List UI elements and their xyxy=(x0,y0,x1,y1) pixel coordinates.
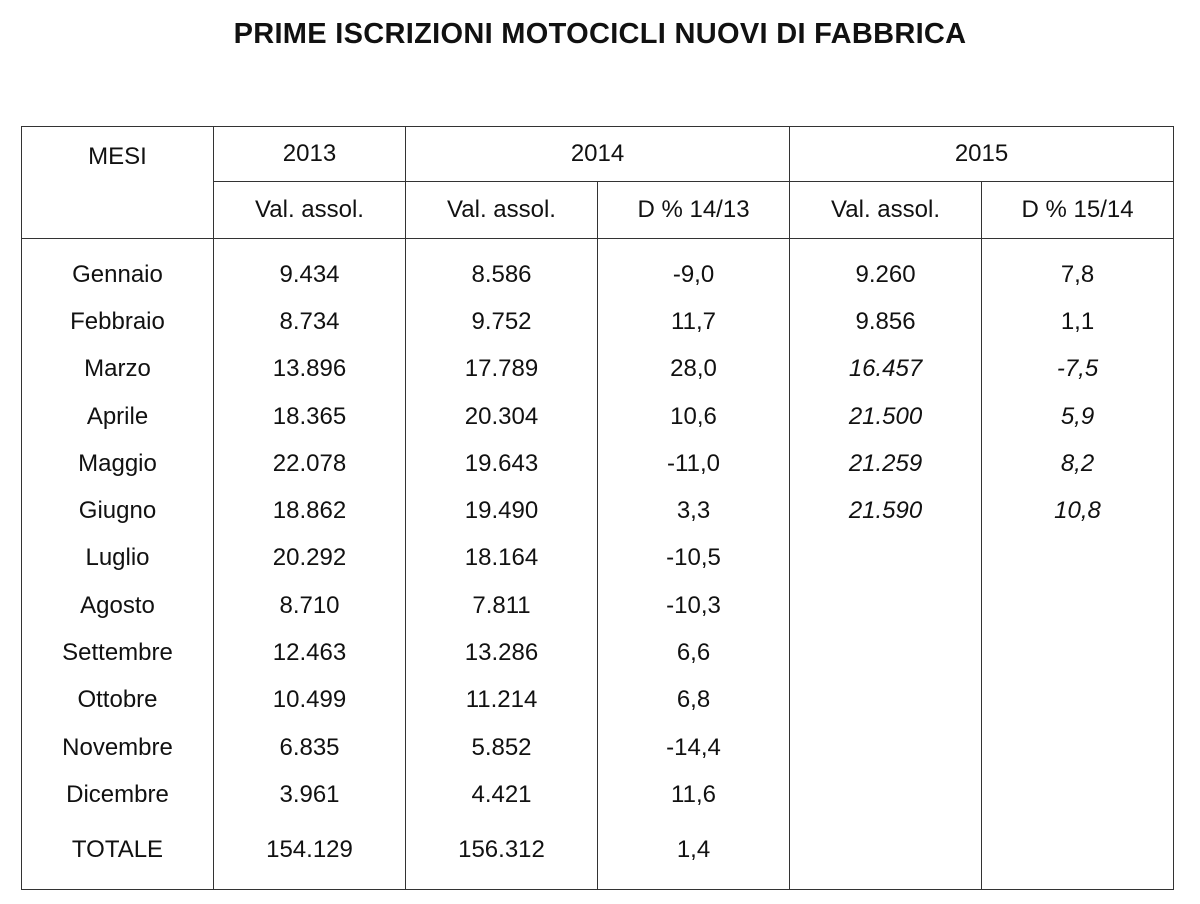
value-2015-cell xyxy=(790,771,982,818)
delta-15-14-cell xyxy=(982,582,1174,629)
value-2015-cell xyxy=(790,535,982,582)
delta-14-13-cell: -9,0 xyxy=(598,239,790,299)
table-body xyxy=(22,239,1174,890)
table-row xyxy=(22,440,1174,487)
month-cell: Aprile xyxy=(22,393,214,440)
delta-15-14-cell xyxy=(982,535,1174,582)
value-2014-cell: 19.490 xyxy=(406,487,598,534)
value-2015-cell xyxy=(790,582,982,629)
table-row xyxy=(22,724,1174,771)
value-2013-cell: 10.499 xyxy=(214,677,406,724)
delta-14-13-cell: 6,8 xyxy=(598,677,790,724)
table-row xyxy=(22,535,1174,582)
delta-15-14-cell xyxy=(982,677,1174,724)
value-2013-cell: 13.896 xyxy=(214,346,406,393)
delta-14-13-cell: -10,5 xyxy=(598,535,790,582)
value-2013-cell: 22.078 xyxy=(214,440,406,487)
delta-14-13-cell: 6,6 xyxy=(598,629,790,676)
value-2014-cell: 19.643 xyxy=(406,440,598,487)
header-val-2015: Val. assol. xyxy=(790,182,982,239)
total-month-cell: TOTALE xyxy=(22,819,214,890)
value-2015-cell xyxy=(790,724,982,771)
delta-15-14-cell: 7,8 xyxy=(982,239,1174,299)
table-row xyxy=(22,629,1174,676)
value-2014-cell: 7.811 xyxy=(406,582,598,629)
month-cell: Ottobre xyxy=(22,677,214,724)
value-2014-cell: 20.304 xyxy=(406,393,598,440)
delta-14-13-cell: 11,6 xyxy=(598,771,790,818)
delta-15-14-cell: 1,1 xyxy=(982,298,1174,345)
value-2013-cell: 12.463 xyxy=(214,629,406,676)
value-2014-cell: 18.164 xyxy=(406,535,598,582)
value-2013-cell: 8.710 xyxy=(214,582,406,629)
delta-15-14-cell xyxy=(982,724,1174,771)
total-delta-15-14-cell xyxy=(982,819,1174,890)
value-2015-cell: 9.856 xyxy=(790,298,982,345)
delta-15-14-cell xyxy=(982,771,1174,818)
value-2014-cell: 11.214 xyxy=(406,677,598,724)
value-2014-cell: 5.852 xyxy=(406,724,598,771)
delta-14-13-cell: 3,3 xyxy=(598,487,790,534)
value-2013-cell: 18.862 xyxy=(214,487,406,534)
value-2014-cell: 9.752 xyxy=(406,298,598,345)
value-2015-cell: 21.500 xyxy=(790,393,982,440)
delta-15-14-cell: 5,9 xyxy=(982,393,1174,440)
header-year-2014: 2014 xyxy=(406,127,790,182)
total-delta-14-13-cell: 1,4 xyxy=(598,819,790,890)
value-2013-cell: 8.734 xyxy=(214,298,406,345)
table-row xyxy=(22,582,1174,629)
delta-15-14-cell xyxy=(982,629,1174,676)
total-value-2014-cell: 156.312 xyxy=(406,819,598,890)
header-year-2015: 2015 xyxy=(790,127,1174,182)
table-row xyxy=(22,346,1174,393)
value-2013-cell: 3.961 xyxy=(214,771,406,818)
total-row xyxy=(22,819,1174,890)
value-2014-cell: 13.286 xyxy=(406,629,598,676)
value-2014-cell: 4.421 xyxy=(406,771,598,818)
month-cell: Novembre xyxy=(22,724,214,771)
delta-14-13-cell: 28,0 xyxy=(598,346,790,393)
table-row xyxy=(22,393,1174,440)
month-cell: Settembre xyxy=(22,629,214,676)
header-delta-14-13: D % 14/13 xyxy=(598,182,790,239)
header-row-years xyxy=(22,127,1174,182)
delta-14-13-cell: 10,6 xyxy=(598,393,790,440)
total-value-2013-cell: 154.129 xyxy=(214,819,406,890)
month-cell: Luglio xyxy=(22,535,214,582)
table-row xyxy=(22,677,1174,724)
value-2014-cell: 8.586 xyxy=(406,239,598,299)
total-value-2015-cell xyxy=(790,819,982,890)
value-2015-cell: 9.260 xyxy=(790,239,982,299)
month-cell: Dicembre xyxy=(22,771,214,818)
month-cell: Agosto xyxy=(22,582,214,629)
value-2013-cell: 20.292 xyxy=(214,535,406,582)
delta-14-13-cell: -11,0 xyxy=(598,440,790,487)
delta-14-13-cell: -14,4 xyxy=(598,724,790,771)
month-cell: Febbraio xyxy=(22,298,214,345)
delta-15-14-cell: 10,8 xyxy=(982,487,1174,534)
table-row xyxy=(22,487,1174,534)
month-cell: Gennaio xyxy=(22,239,214,299)
header-year-2013: 2013 xyxy=(214,127,406,182)
delta-15-14-cell: -7,5 xyxy=(982,346,1174,393)
month-cell: Maggio xyxy=(22,440,214,487)
value-2013-cell: 6.835 xyxy=(214,724,406,771)
table-row xyxy=(22,239,1174,299)
delta-14-13-cell: 11,7 xyxy=(598,298,790,345)
value-2013-cell: 9.434 xyxy=(214,239,406,299)
value-2015-cell xyxy=(790,677,982,724)
value-2015-cell: 21.259 xyxy=(790,440,982,487)
month-cell: Giugno xyxy=(22,487,214,534)
registrations-table xyxy=(21,126,1174,890)
delta-15-14-cell: 8,2 xyxy=(982,440,1174,487)
value-2015-cell xyxy=(790,629,982,676)
header-delta-15-14: D % 15/14 xyxy=(982,182,1174,239)
value-2014-cell: 17.789 xyxy=(406,346,598,393)
header-val-2014: Val. assol. xyxy=(406,182,598,239)
value-2015-cell: 16.457 xyxy=(790,346,982,393)
month-cell: Marzo xyxy=(22,346,214,393)
value-2013-cell: 18.365 xyxy=(214,393,406,440)
table-row xyxy=(22,771,1174,818)
header-val-2013: Val. assol. xyxy=(214,182,406,239)
value-2015-cell: 21.590 xyxy=(790,487,982,534)
page-title: PRIME ISCRIZIONI MOTOCICLI NUOVI DI FABBRICA xyxy=(233,18,967,50)
header-mesi: MESI xyxy=(22,127,214,239)
delta-14-13-cell: -10,3 xyxy=(598,582,790,629)
table-row xyxy=(22,298,1174,345)
